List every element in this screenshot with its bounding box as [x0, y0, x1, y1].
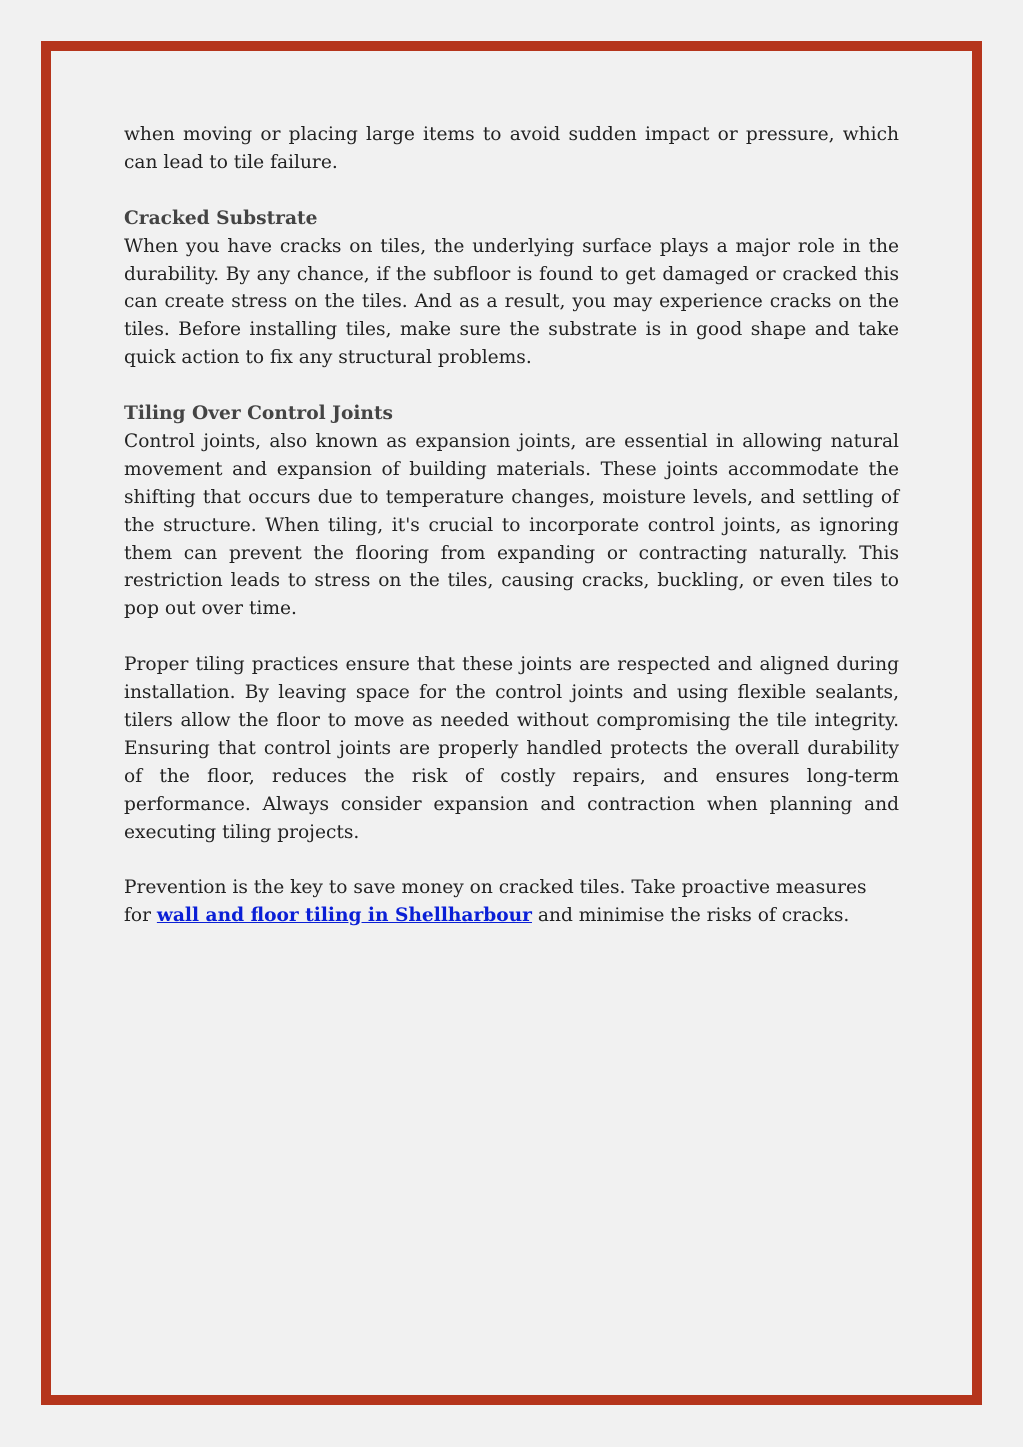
closing-text-after-link: and minimise the risks of cracks.: [531, 905, 850, 927]
section-paragraph-control-joints-2: Proper tiling practices ensure that these joints are respected and aligned during installation. By leaving space for the control joints and using flexible sealants, tilers allow the floor to move as needed without compromising the tile integrity. Ensuring that control joints are properly handled protects the overall durability of the floor, reduces the risk of costly repairs, and ensures long-term performance. Always consider expansion and contraction when planning and executing tiling projects.: [124, 654, 899, 843]
section-paragraph-control-joints-1: Control joints, also known as expansion joints, are essential in allowing natural movement and expansion of building materials. These joints accommodate the shifting that occurs due to temperature changes, moisture levels, and settling of the structure. When tiling, it's crucial to incorporate control joints, as ignoring them can prevent the flooring from expanding or contracting naturally. This restriction leads to stress on the tiles, causing cracks, buckling, or even tiles to pop out over time.: [124, 430, 899, 620]
section-paragraph-cracked-substrate: When you have cracks on tiles, the underlying surface plays a major role in the durability. By any chance, if the subfloor is found to get damaged or cracked this can create stress on the tiles. And as a result, you may experience cracks on the tiles. Before installing tiles, make sure the substrate is in good shape and take quick action to fix any structural problems.: [124, 235, 899, 369]
section-heading-control-joints: Tiling Over Control Joints: [124, 403, 394, 425]
tiling-shellharbour-link[interactable]: wall and floor tiling in Shellharbour: [156, 905, 532, 927]
document-body: [124, 121, 899, 958]
closing-text-before-link: Prevention is the key to save money on cracked tiles. Take proactive measures for: [124, 877, 867, 927]
intro-paragraph: when moving or placing large items to avoid sudden impact or pressure, which can lead to tile failure.: [124, 124, 899, 173]
section-heading-cracked-substrate: Cracked Substrate: [124, 207, 318, 229]
closing-paragraph: [124, 874, 899, 930]
